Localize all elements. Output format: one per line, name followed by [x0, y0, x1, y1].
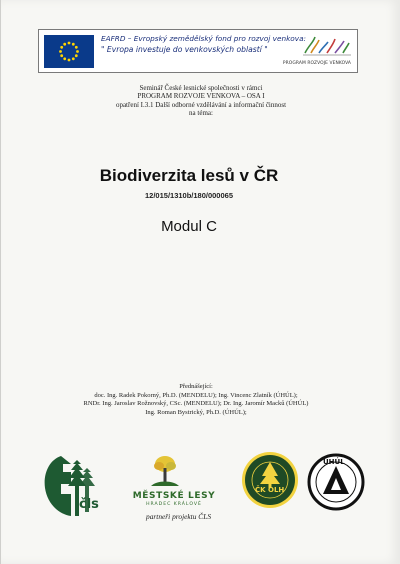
- mestske-lesy-city: HRADEC KRÁLOVÉ: [146, 502, 202, 507]
- module-title: Modul C: [161, 218, 217, 235]
- mestske-lesy-name: MĚSTSKÉ LESY: [132, 491, 216, 501]
- intro-line: opatření I.3.1 Další odborné vzdělávání a informační činnost: [115, 100, 287, 109]
- lecturers-heading: Přednášející:: [179, 383, 213, 390]
- lecturer-line: Ing. Roman Bystrický, Ph.D. (ÚHÚL);: [145, 408, 247, 416]
- intro-line: na téma:: [189, 109, 213, 118]
- prv-label: PROGRAM ROZVOJE VENKOVA: [282, 61, 351, 66]
- document-title: Biodiverzita lesů v ČR: [99, 166, 279, 185]
- intro-line: Seminář České lesnické společnosti v rámci: [139, 84, 263, 92]
- project-code: 12/015/1310b/180/000065: [145, 191, 233, 200]
- ckolh-label: ČK OLH: [255, 486, 285, 494]
- prv-logo-icon: [301, 33, 353, 59]
- banner-fund-text: EAFRD – Evropský zemědělský fond pro rozvoj venkova:: [101, 34, 307, 43]
- eu-flag-icon: [44, 35, 94, 68]
- banner-slogan-text: " Evropa investuje do venkovských oblastí ": [101, 45, 268, 54]
- intro-line: PROGRAM ROZVOJE VENKOVA – OSA I: [137, 92, 265, 101]
- lecturer-line: doc. Ing. Radek Pokorný, Ph.D. (MENDELU); Ing. Vincenc Zlatník (ÚHÚL);: [94, 391, 298, 399]
- tree-icon: [147, 454, 183, 490]
- seminar-intro: [61, 84, 341, 118]
- cls-label: čls: [79, 497, 99, 512]
- partners-caption: partneři projektu ČLS: [146, 512, 212, 521]
- uhul-label: ÚHÚL: [323, 458, 345, 466]
- ckolh-logo-icon: [240, 450, 300, 510]
- lecturer-line: RNDr. Ing. Jaroslav Rožnovský, CSc. (MENDELU); Dr. Ing. Jaromír Macků (ÚHÚL): [83, 400, 309, 407]
- eafrd-banner: [38, 29, 358, 73]
- lecturers-block: [31, 383, 361, 417]
